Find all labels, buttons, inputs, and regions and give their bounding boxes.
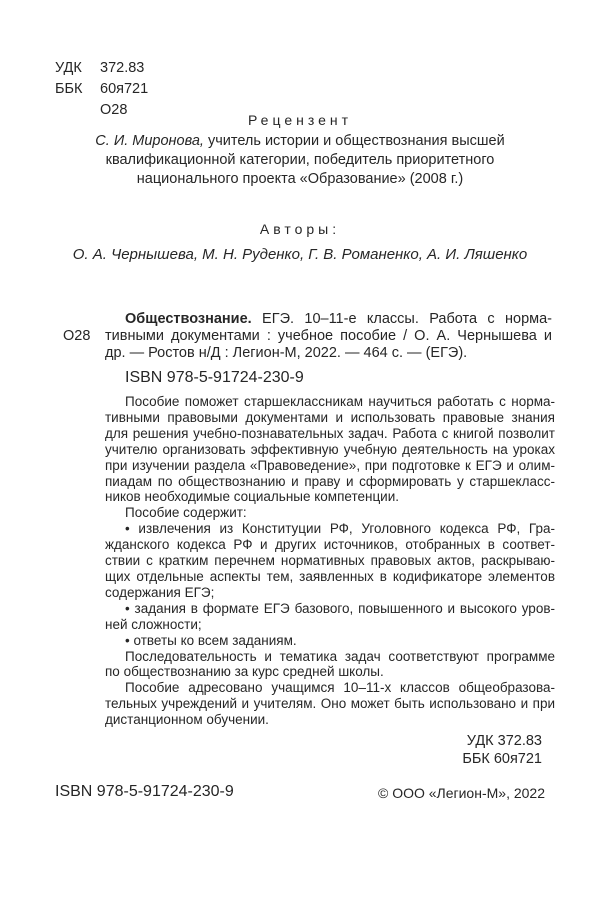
footer-isbn: ISBN 978-5-91724-230-9 xyxy=(55,783,234,800)
text-line: ней сложности; xyxy=(105,616,202,632)
text-line: • ответы ко всем заданиям. xyxy=(125,632,297,648)
bib-line-1-rest: ЕГЭ. 10–11-е классы. Работа с норма- xyxy=(251,311,552,327)
annotation-bullet xyxy=(105,601,555,633)
reviewer-name: С. И. Миронова, xyxy=(95,133,204,149)
text-line: тивными правовыми документами и использовать правовые знания xyxy=(105,409,555,425)
bib-line-3: др. — Ростов н/Д : Легион-М, 2022. — 464 с. — (ЕГЭ). xyxy=(105,345,468,361)
annotation-paragraph xyxy=(105,394,555,505)
annotation xyxy=(105,394,555,728)
text-line: для решения учебно-познавательных задач. Работа с книгой позволит xyxy=(105,425,555,441)
author-sign-code: О28 xyxy=(100,102,128,118)
text-line: Пособие содержит: xyxy=(125,505,247,521)
bibliographic-entry xyxy=(63,311,552,362)
text-line: • задания в формате ЕГЭ базового, повышенного и высокого уров- xyxy=(125,600,555,616)
reviewer-line-1 xyxy=(60,132,540,151)
annotation-bullet xyxy=(105,633,555,649)
text-line: дистанционном обучении. xyxy=(105,712,269,728)
bbk-label: ББК xyxy=(55,81,83,97)
text-line: щих отдельные аспекты тем, заявленных в кодификаторе элементов xyxy=(105,568,555,584)
text-line: • извлечения из Конституции РФ, Уголовного кодекса РФ, Гра- xyxy=(125,521,555,537)
authors-names: О. А. Чернышева, М. Н. Руденко, Г. В. Романенко, А. И. Ляшенко xyxy=(72,246,528,263)
text-line: Пособие поможет старшеклассникам научиться работать с норма- xyxy=(125,394,555,409)
bib-title: Обществознание. xyxy=(125,311,252,327)
text-line: пиадам по обществознанию и праву и сформировать у старшекласс- xyxy=(105,473,555,489)
bottom-classification-codes xyxy=(462,732,542,768)
udk-label: УДК xyxy=(55,60,82,76)
text-line: Последовательность и тематика задач соответствуют программе xyxy=(125,648,555,664)
bbk-value: 60я721 xyxy=(100,81,149,97)
text-line: Пособие адресовано учащимся 10–11-х классов общеобразова- xyxy=(125,680,555,696)
bottom-udk: УДК 372.83 xyxy=(466,733,542,749)
udk-value: 372.83 xyxy=(100,60,145,76)
text-line: ников необходимые социальные компетенции. xyxy=(105,489,400,505)
text-line: учителю организовать эффективную учебную деятельность на уроках xyxy=(105,441,555,457)
text-line: жданского кодекса РФ и других источников, отобранных в соответ- xyxy=(105,537,555,553)
reviewer-paragraph xyxy=(60,132,540,189)
reviewer-line-3: национального проекта «Образование» (2008 г.) xyxy=(136,171,464,187)
reviewer-heading: Рецензент xyxy=(247,112,353,128)
text-line: тельных учреждений и учителям. Оно может быть использовано и при xyxy=(105,696,555,712)
reviewer-line-2: квалификационной категории, победитель приоритетного xyxy=(105,152,495,168)
isbn-line: ISBN 978-5-91724-230-9 xyxy=(125,369,304,386)
bib-line-1 xyxy=(105,311,552,328)
bib-line-2: тивными документами : учебное пособие / О. А. Чернышева и xyxy=(105,328,552,344)
udk-row xyxy=(55,58,148,79)
annotation-paragraph xyxy=(105,505,555,521)
bottom-bbk: ББК 60я721 xyxy=(462,751,542,767)
text-line: ствии с кратким перечнем нормативных правовых актов, раскрываю- xyxy=(105,553,555,569)
reviewer-line-1-rest: учитель истории и обществознания высшей xyxy=(203,133,505,149)
text-line: при изучении раздела «Правоведение», при подготовке к ЕГЭ и олим- xyxy=(105,457,555,473)
text-line: содержания ЕГЭ; xyxy=(105,584,215,600)
text-line: по обществознанию за курс средней школы. xyxy=(105,664,384,680)
footer-copyright: © ООО «Легион-М», 2022 xyxy=(377,785,545,801)
annotation-paragraph xyxy=(105,680,555,728)
annotation-paragraph xyxy=(105,649,555,681)
annotation-bullet xyxy=(105,521,555,601)
bib-margin-code: О28 xyxy=(63,328,91,344)
bbk-row xyxy=(55,79,148,100)
authors-heading: Авторы: xyxy=(259,221,341,237)
